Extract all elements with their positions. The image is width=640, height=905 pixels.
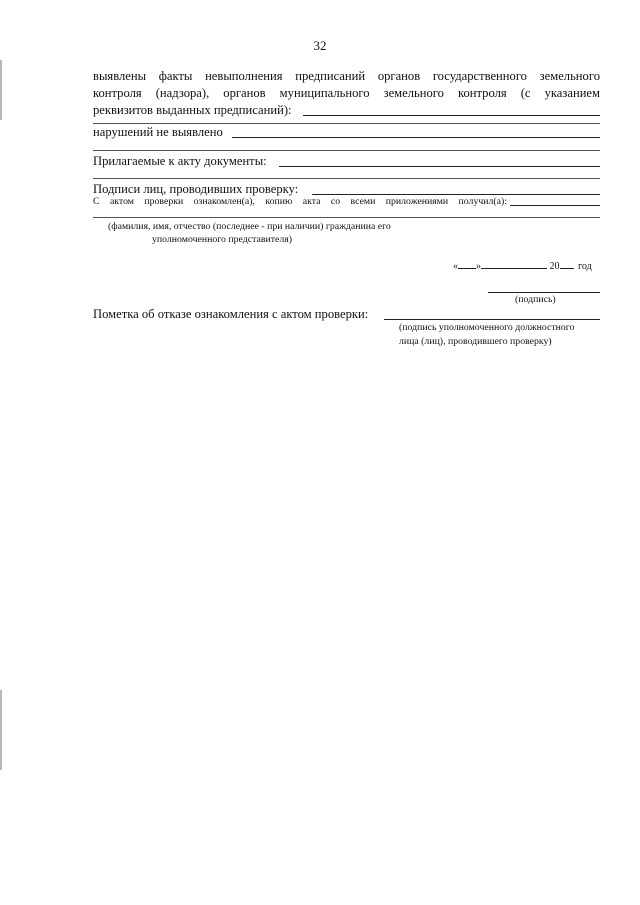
date-year-prefix: 20 xyxy=(549,261,560,272)
no-violations-fill-line xyxy=(232,137,600,138)
date-close-quote: » xyxy=(476,261,481,272)
no-violations-fill-line-2 xyxy=(93,150,600,151)
refusal-label: Пометка об отказе ознакомления с актом проверки: xyxy=(93,307,369,321)
violations-line-2: контроля (надзора), органов муниципального земельного контроля (с указанием xyxy=(93,86,600,100)
signatures-label: Подписи лиц, проводивших проверку: xyxy=(93,182,299,196)
date-year-suffix: год xyxy=(578,261,592,272)
date-open-quote: « xyxy=(453,261,458,272)
attached-docs-fill-line-2 xyxy=(93,178,600,179)
attached-docs-label: Прилагаемые к акту документы: xyxy=(93,154,267,168)
violations-fill-line xyxy=(303,115,600,116)
violations-line-3: реквизитов выданных предписаний): xyxy=(93,103,292,117)
date-line xyxy=(453,259,592,273)
acquainted-label: С актом проверки ознакомлен(а), копию акта со всеми приложениями получил(а): xyxy=(93,196,507,207)
violations-line-1: выявлены факты невыполнения предписаний органов государственного земельного xyxy=(93,69,600,83)
acquainted-fill-line-2 xyxy=(93,217,600,218)
official-caption-line-2: лица (лиц), проводившего проверку) xyxy=(399,336,552,347)
attached-docs-fill-line xyxy=(279,166,600,167)
official-caption-line-1: (подпись уполномоченного должностного xyxy=(399,322,575,333)
no-violations-label: нарушений не выявлено xyxy=(93,125,223,139)
citizen-caption-line-2: уполномоченного представителя) xyxy=(152,234,292,245)
date-month-blank xyxy=(481,259,547,269)
date-year-blank xyxy=(560,259,574,269)
refusal-fill-line xyxy=(384,319,600,320)
page-number: 32 xyxy=(313,38,327,53)
scan-edge-mark xyxy=(0,60,2,120)
date-day-blank xyxy=(458,259,476,269)
scan-edge-mark xyxy=(0,690,2,770)
acquainted-fill-line xyxy=(510,205,600,206)
citizen-caption-line-1: (фамилия, имя, отчество (последнее - при наличии) гражданина его xyxy=(108,221,391,232)
signature-caption: (подпись) xyxy=(515,294,556,305)
